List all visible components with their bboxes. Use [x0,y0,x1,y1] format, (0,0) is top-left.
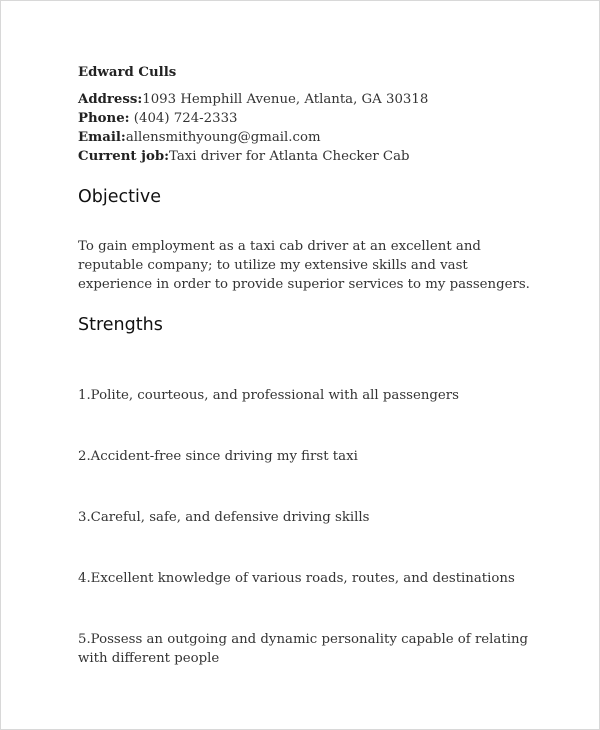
address-label: Address: [78,92,143,107]
phone-value: (404) 724-2333 [129,111,238,126]
current-job-value: Taxi driver for Atlanta Checker Cab [169,149,410,164]
phone-row [78,109,428,128]
email-row [78,128,428,147]
current-job-label: Current job: [78,149,170,164]
email-value: allensmithyoung@gmail.com [125,130,321,145]
strength-item-4: 4.Excellent knowledge of various roads, routes, and destinations [78,571,515,586]
strength-item-1: 1.Polite, courteous, and professional with all passengers [78,388,459,403]
objective-heading: Objective [78,187,161,207]
objective-text: To gain employment as a taxi cab driver at an excellent and reputable company; to utilize my extensive skills and vast experience in order to provide superior services to my passengers. [78,239,530,292]
address-value: 1093 Hemphill Avenue, Atlanta, GA 30318 [142,92,429,107]
email-label: Email: [78,130,126,145]
strength-item-3: 3.Careful, safe, and defensive driving skills [78,510,370,525]
phone-label: Phone: [78,111,130,126]
strengths-heading: Strengths [78,315,163,335]
strength-item-5: 5.Possess an outgoing and dynamic personality capable of relating with different people [78,632,529,666]
strength-item-2: 2.Accident-free since driving my first taxi [78,449,358,464]
address-row [78,90,428,109]
contact-block [78,90,428,166]
current-job-row [78,147,428,166]
candidate-name: Edward Culls [78,65,177,80]
